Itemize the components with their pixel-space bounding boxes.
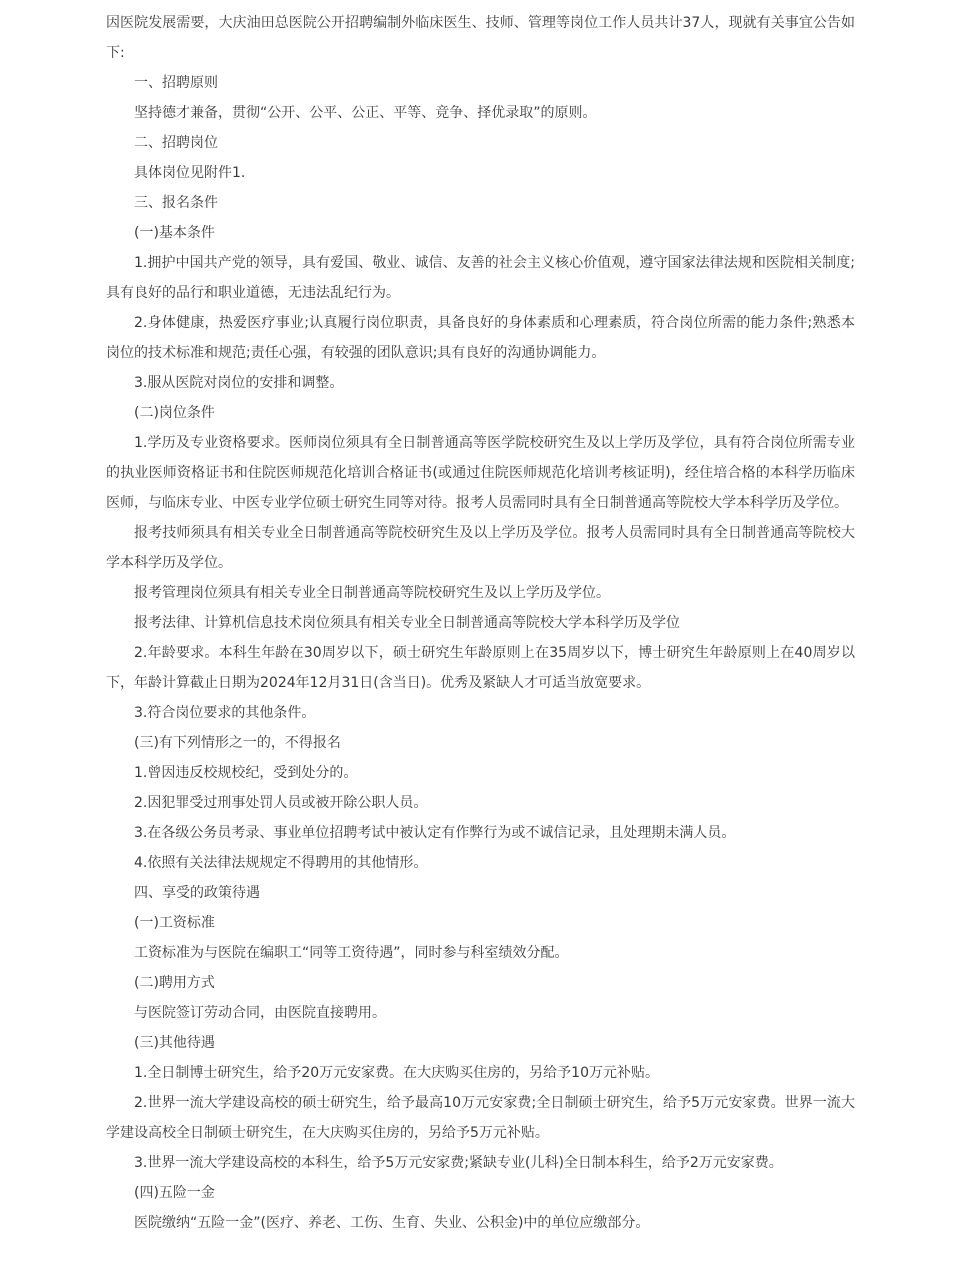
paragraph: 具体岗位见附件1.: [134, 165, 246, 181]
paragraph: 2.身体健康，热爱医疗事业;认真履行岗位职责，具备良好的身体素质和心理素质，符合岗位所需的能力条件;熟悉本岗位的技术标准和规范;责任心强，有较强的团队意识;具有良好的沟通协调能力。: [106, 315, 855, 361]
subsection-heading-salary: (一)工资标准: [134, 915, 215, 931]
paragraph: 3.符合岗位要求的其他条件。: [134, 705, 316, 721]
paragraph: 1.全日制博士研究生，给予20万元安家费。在大庆购买住房的，另给予10万元补贴。: [134, 1065, 659, 1081]
subsection-heading-disqualifications: (三)有下列情形之一的，不得报名: [134, 735, 341, 751]
paragraph: 4.依照有关法律法规规定不得聘用的其他情形。: [134, 855, 428, 871]
paragraph: 1.曾因违反校规校纪，受到处分的。: [134, 765, 358, 781]
paragraph: 2.世界一流大学建设高校的硕士研究生，给予最高10万元安家费;全日制硕士研究生，给予5万元安家费。世界一流大学建设高校全日制硕士研究生，在大庆购买住房的，另给予5万元补贴。: [106, 1095, 855, 1141]
paragraph: 与医院签订劳动合同，由医院直接聘用。: [134, 1005, 386, 1021]
section-heading-application-conditions: 三、报名条件: [134, 195, 218, 211]
paragraph: 2.因犯罪受过刑事处罚人员或被开除公职人员。: [134, 795, 428, 811]
paragraph: 3.服从医院对岗位的安排和调整。: [134, 375, 344, 391]
paragraph: 2.年龄要求。本科生年龄在30周岁以下，硕士研究生年龄原则上在35周岁以下，博士研究生年龄原则上在40周岁以下，年龄计算截止日期为2024年12月31日(含当日)。优秀及紧缺人才可适当放宽要求。: [106, 645, 855, 691]
section-heading-benefits: 四、享受的政策待遇: [134, 885, 260, 901]
subsection-heading-other-benefits: (三)其他待遇: [134, 1035, 215, 1051]
paragraph: 1.拥护中国共产党的领导，具有爱国、敬业、诚信、友善的社会主义核心价值观，遵守国家法律法规和医院相关制度;具有良好的品行和职业道德，无违法乱纪行为。: [106, 255, 855, 301]
paragraph: 3.世界一流大学建设高校的本科生，给予5万元安家费;紧缺专业(儿科)全日制本科生，给予2万元安家费。: [134, 1155, 783, 1171]
intro-paragraph: 因医院发展需要，大庆油田总医院公开招聘编制外临床医生、技师、管理等岗位工作人员共计37人，现就有关事宜公告如下:: [106, 15, 855, 61]
paragraph: 医院缴纳“五险一金”(医疗、养老、工伤、生育、失业、公积金)中的单位应缴部分。: [134, 1215, 650, 1231]
paragraph: 3.在各级公务员考录、事业单位招聘考试中被认定有作弊行为或不诚信记录，且处理期未满人员。: [134, 825, 736, 841]
subsection-heading-basic-conditions: (一)基本条件: [134, 225, 215, 241]
section-heading-recruitment-positions: 二、招聘岗位: [134, 135, 218, 151]
paragraph: 报考管理岗位须具有相关专业全日制普通高等院校研究生及以上学历及学位。: [134, 585, 610, 601]
subsection-heading-insurance-fund: (四)五险一金: [134, 1185, 215, 1201]
paragraph: 工资标准为与医院在编职工“同等工资待遇”，同时参与科室绩效分配。: [134, 945, 569, 961]
subsection-heading-position-conditions: (二)岗位条件: [134, 405, 215, 421]
paragraph: 坚持德才兼备，贯彻“公开、公平、公正、平等、竞争、择优录取”的原则。: [134, 105, 597, 121]
subsection-heading-employment-method: (二)聘用方式: [134, 975, 215, 991]
paragraph: 报考技师须具有相关专业全日制普通高等院校研究生及以上学历及学位。报考人员需同时具有全日制普通高等院校大学本科学历及学位。: [106, 525, 855, 571]
section-heading-recruitment-principle: 一、招聘原则: [134, 75, 218, 91]
paragraph: 1.学历及专业资格要求。医师岗位须具有全日制普通高等医学院校研究生及以上学历及学位，具有符合岗位所需专业的执业医师资格证书和住院医师规范化培训合格证书(或通过住院医师规范化培训考核证明)，经住培合格的本科学历临床医师，与临床专业、中医专业学位硕士研究生同等对待。报考人员需同时具有全日制普通高等院校大学本科学历及学位。: [106, 435, 855, 511]
paragraph: 报考法律、计算机信息技术岗位须具有相关专业全日制普通高等院校大学本科学历及学位: [134, 615, 680, 631]
